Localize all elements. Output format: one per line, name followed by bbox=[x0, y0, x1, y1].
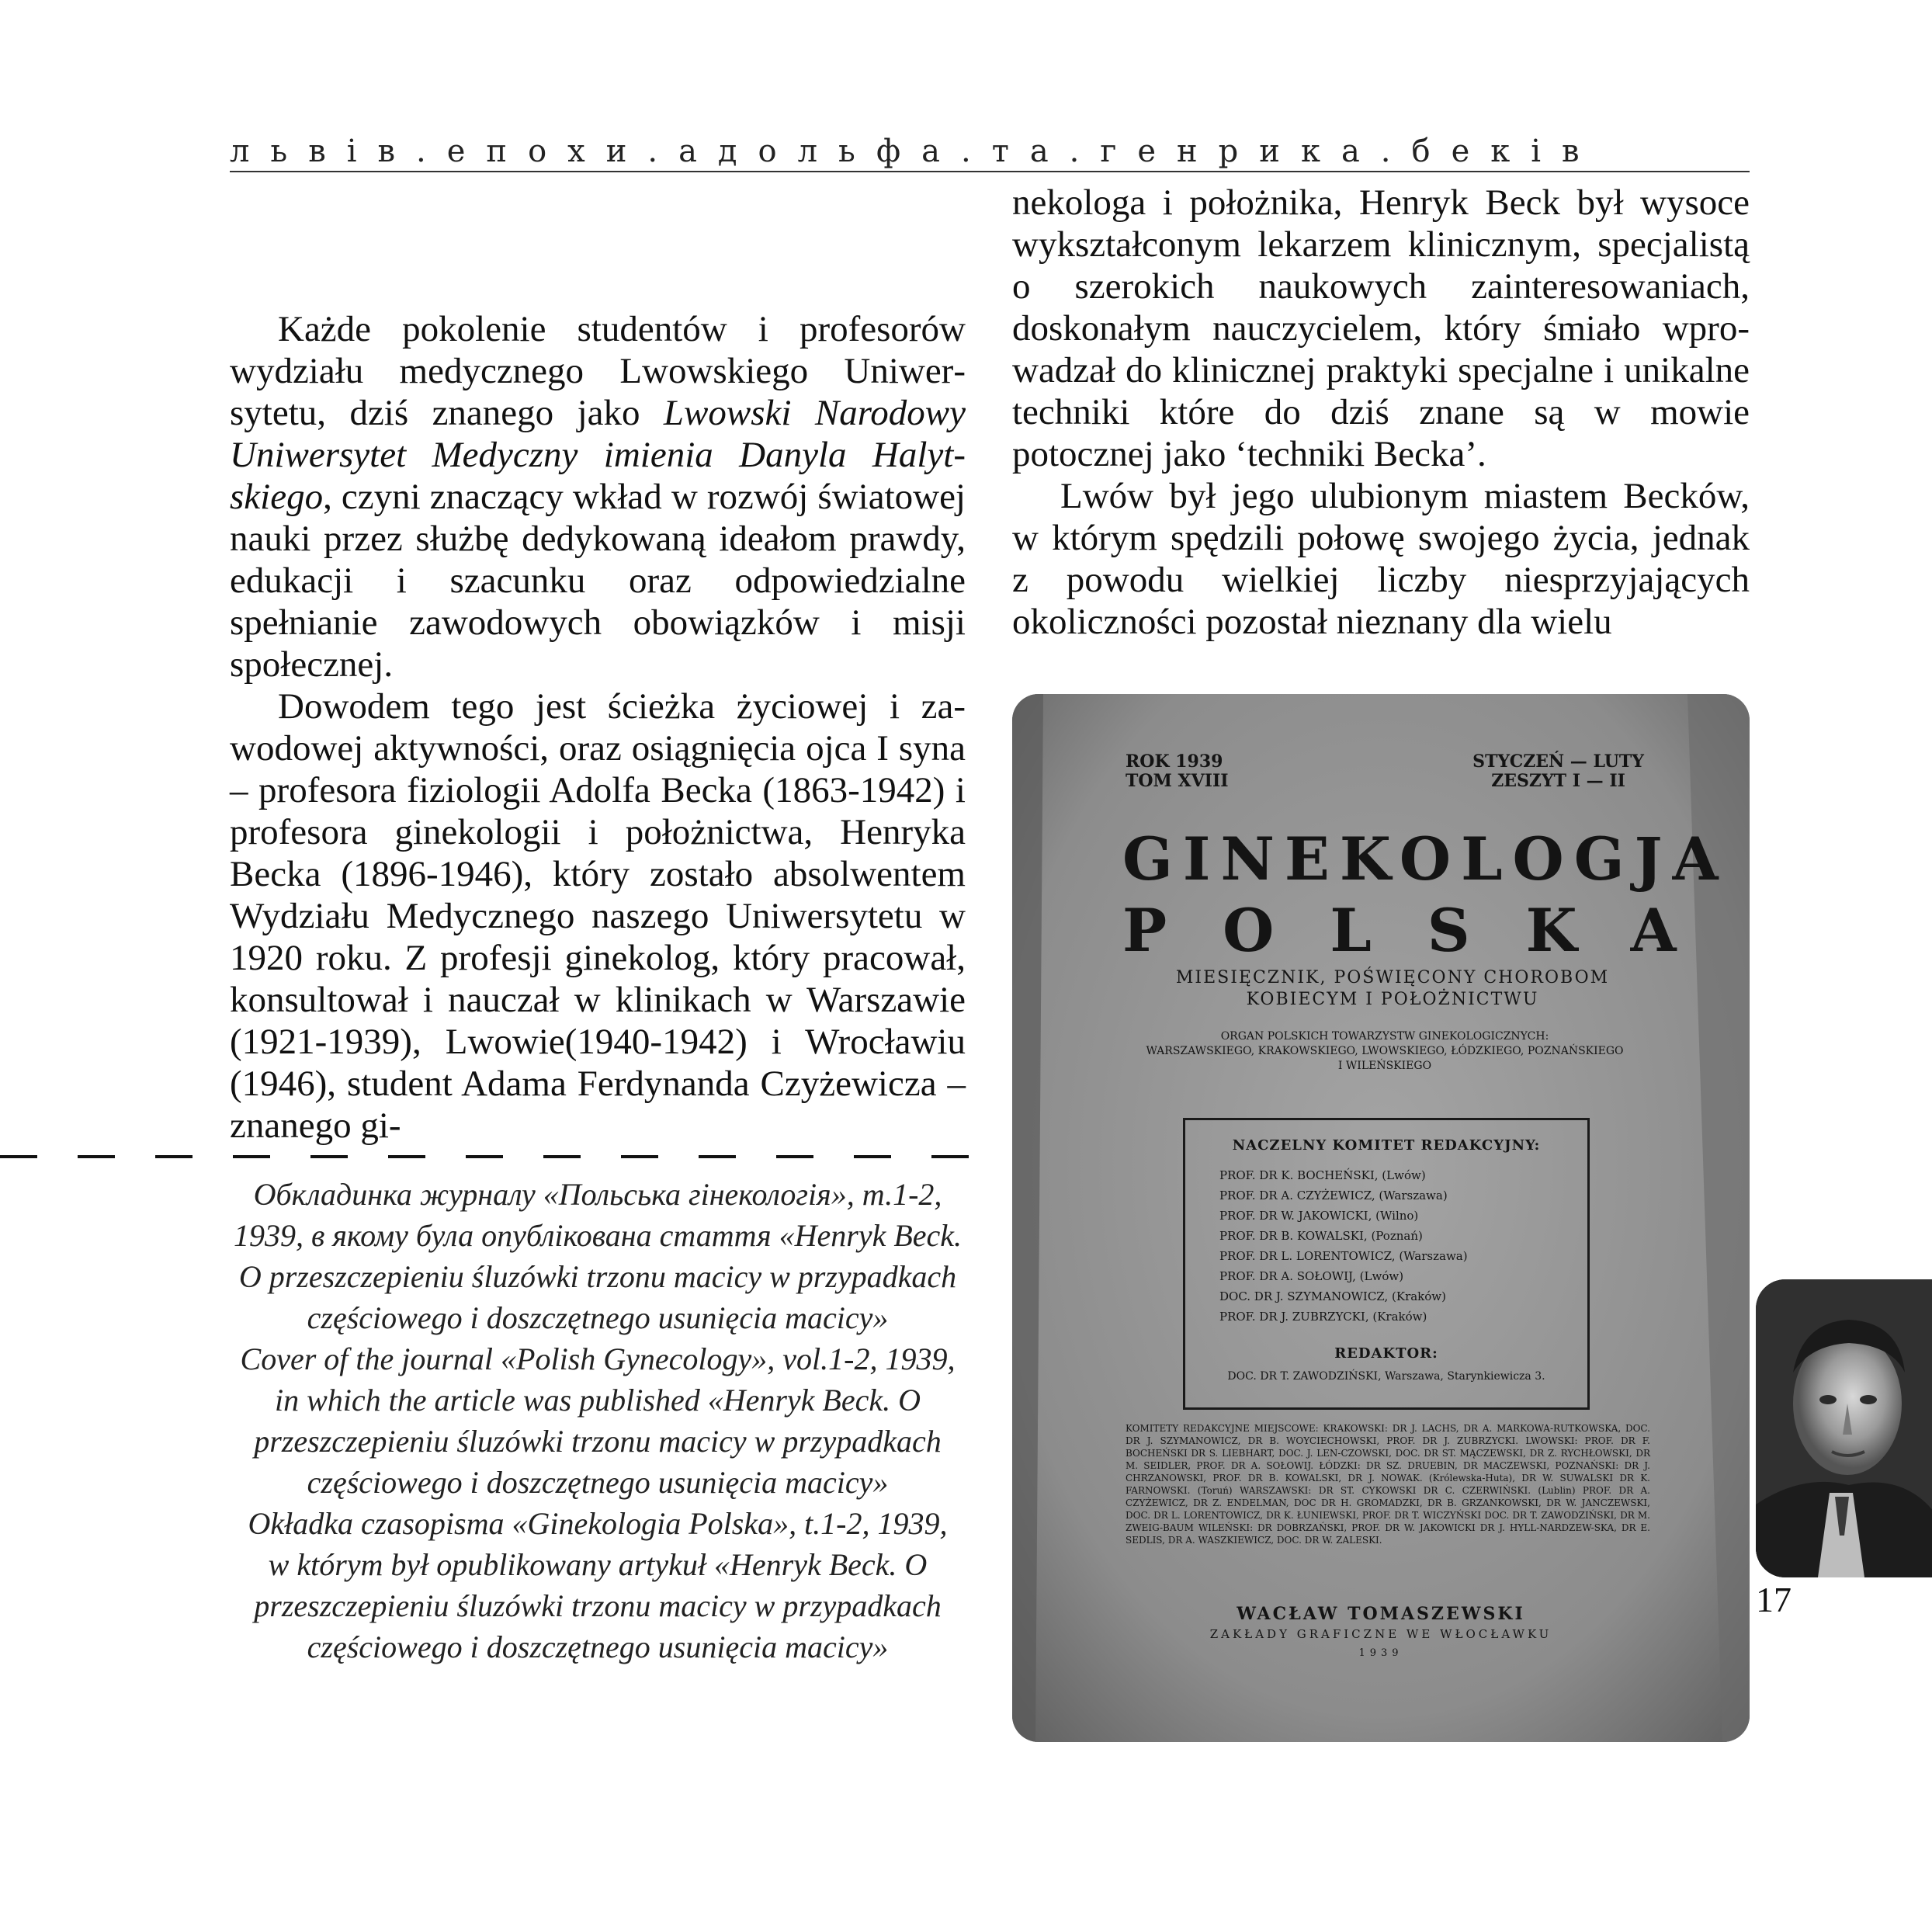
committee-member: PROF. DR L. LORENTOWICZ, (Warszawa) bbox=[1219, 1249, 1468, 1263]
committee-member: PROF. DR J. ZUBRZYCKI, (Kraków) bbox=[1219, 1310, 1427, 1324]
right-column bbox=[1012, 182, 1750, 643]
cover-subtitle-line: KOBIECYM I POŁOŻNICTWU bbox=[1246, 990, 1539, 1009]
university-name-italic: Lwowski Narodowy Uniwersytet Medyczny imienia Danyla Halytskiego bbox=[230, 393, 966, 517]
caption-line: w którym był opublikowany artykuł «Henryk Beck. O bbox=[268, 1547, 928, 1582]
caption-line: Cover of the journal «Polish Gynecology», vol.1-2, 1939, bbox=[240, 1341, 956, 1376]
cover-subtitle-line: MIESIĘCZNIK, POŚWIĘCONY CHOROBOM bbox=[1175, 968, 1610, 987]
left-column bbox=[230, 308, 966, 1147]
committee-members bbox=[1219, 1165, 1468, 1327]
cover-issue: ZESZYT I — II bbox=[1491, 771, 1625, 791]
local-committees: KOMITETY REDAKCYJNE MIEJSCOWE: KRAKOWSKI: DR J. LACHS, DR A. MARKOWA-RUTKOWSKA, DOC. DR J. SZYMANOWICZ, DR B. WOYCIECHOWSKI, PROF. DR J. ZUBRZYCKI. LWOWSKI: PROF. DR F. BOCHEŃSKI DR S. LIEBHART, DOC. J. LEN-CZOWSKI, DOC. DR ST. MĄCZEWSKI, DR Z. RYCHŁOWSKI, DR M. SEIDLER, PROF. DR A. SOŁOWIJ. ŁÓDZKI: DR SZ. DRUEBIN, DR MACZEWSKI, POZNAŃSKI: DR J. CHRZANOWSKI, PROF. DR B. KOWALSKI, DR J. NOWAK. (Królewska-Huta), DR W. SUWALSKI DR K. FARNOWSKI. (Toruń) WARSZAWSKI: DR ST. CYKOWSKI DR C. CZERWIŃSKI. (Lublin) PROF. DR A. CZYŻEWICZ, DR Z. ENDELMAN, DOC DR H. GROMADZKI, DR B. GRZANKOWSKI, DR W. JANCZEWSKI, DOC. DR L. LORENTOWICZ, DR K. ŁUNIEWSKI, PROF. DR T. WICZYŃSKI DOC. DR T. ZAWODZIŃSKI, DR M. ZWEIG-BAUM WILEŃSKI: DR DOBRZAŃSKI, PROF. DR W. JAKOWICKI DR J. HYLL-NARDZEW-SKA, DR E. SEDLIS, DR A. WASZKIEWICZ, DOC. DR W. ZALESKI. bbox=[1126, 1423, 1650, 1546]
committee-member: DOC. DR J. SZYMANOWICZ, (Kraków) bbox=[1219, 1289, 1446, 1303]
cover-issue-right bbox=[1472, 752, 1644, 791]
cover-issue-left bbox=[1126, 752, 1229, 791]
running-head: львів.епохи.адольфа.та.генрика.беків bbox=[230, 134, 1601, 169]
cover-organ-line: WARSZAWSKIEGO, KRAKOWSKIEGO, LWOWSKIEGO, ŁÓDZKIEGO, POZNAŃSKIEGO bbox=[1146, 1045, 1624, 1057]
editorial-committee-box bbox=[1183, 1118, 1590, 1410]
portrait-photo bbox=[1756, 1279, 1932, 1577]
cover-subtitle bbox=[1152, 967, 1633, 1011]
right-paragraph-2: Lwów był jego ulubionym miastem Becków, w którym spędzili połowę swojego życia, jednak z powodu wielkiej liczby niesprzyjających okoliczności pozostał nieznany dla wielu bbox=[1012, 476, 1750, 642]
cover-print-year: 1939 bbox=[1358, 1647, 1403, 1659]
left-paragraph-2: Dowodem tego jest ścieżka życiowej i zawodowej aktywności, oraz osiągnięcia ojca I syna – profesora fiziologii Adolfa Becka (1863-1942) i profesora ginekologii i położnictwa, Henryka Becka (1896-1946), który zostało absolwentem Wydziału Medycznego naszego Uniwersytetu w 1920 roku. Z profesji ginekolog, który pracował, konsultował i nauczał w klinikach w Warszawie (1921-1939), Lwowie(1940-1942) i Wrocławiu (1946), student Adama Ferdynanda Czyżewicza – znanego gi- bbox=[230, 686, 966, 1146]
committee-member: PROF. DR A. CZYŻEWICZ, (Warszawa) bbox=[1219, 1189, 1448, 1202]
committee-member: PROF. DR K. BOCHEŃSKI, (Lwów) bbox=[1219, 1168, 1426, 1182]
caption-line: 1939, в якому була опублікована стаття «Henryk Beck. bbox=[233, 1218, 963, 1253]
caption-line: przeszczepieniu śluzówki trzonu macicy w przypadkach bbox=[254, 1424, 942, 1459]
cover-title-line-2: POLSKA bbox=[1122, 896, 1733, 965]
dashed-divider bbox=[0, 1155, 1009, 1158]
header-rule bbox=[230, 171, 1750, 172]
committee-member: PROF. DR B. KOWALSKI, (Poznań) bbox=[1219, 1229, 1423, 1243]
cover-printing-house: ZAKŁADY GRAFICZNE WE WŁOCŁAWKU bbox=[1209, 1627, 1552, 1641]
right-paragraph-1: nekologa i położnika, Henryk Beck był wysoce wykształconym lekarzem klinicznym, specjalistą o szerokich naukowych zainteresowaniach, doskonałym nauczycielem, który śmiało wprowadzał do klinicznej praktyki specjalne i unikalne techniki które do dziś znane są w mowie potocznej jako ‘techniki Becka’. bbox=[1012, 182, 1750, 474]
figure-caption bbox=[230, 1174, 966, 1667]
cover-printer: WACŁAW TOMASZEWSKI bbox=[1237, 1604, 1525, 1624]
cover-organ-line: ORGAN POLSKICH TOWARZYSTW GINEKOLOGICZNYCH: bbox=[1220, 1030, 1549, 1043]
left-paragraph-1-text-end: , czyni znaczący wkład w rozwój światowej nauki przez służbę dedykowaną ideałom prawdy, edukacji i szacunku oraz odpowiedzialne spełnianie zawodowych obowiązków i misji społecznej. bbox=[230, 477, 966, 685]
cover-organ bbox=[1113, 1029, 1656, 1074]
editor-title: REDAKTOR: bbox=[1334, 1345, 1438, 1362]
cover-title-line-1: GINEKOLOGJA bbox=[1122, 824, 1729, 894]
left-paragraph-1 bbox=[230, 308, 966, 685]
caption-line: częściowego i doszczętnego usunięcia macicy» bbox=[307, 1629, 889, 1664]
cover-year: ROK 1939 bbox=[1126, 751, 1223, 772]
journal-cover-image bbox=[1012, 694, 1750, 1742]
caption-line: O przeszczepieniu śluzówki trzonu macicy w przypadkach bbox=[238, 1259, 957, 1294]
committee-member: PROF. DR A. SOŁOWIJ, (Lwów) bbox=[1219, 1269, 1404, 1283]
left-paragraph-1-text: Każde pokolenie studentów i profesorów wydziału medycznego Lwowskiego Uniwersytetu, dziś znanego jako bbox=[230, 309, 966, 433]
cover-months: STYCZEŃ — LUTY bbox=[1472, 751, 1644, 772]
caption-line: Okładka czasopisma «Ginekologia Polska», t.1-2, 1939, bbox=[248, 1506, 948, 1541]
page-number: 17 bbox=[1756, 1580, 1792, 1619]
caption-line: przeszczepieniu śluzówki trzonu macicy w przypadkach bbox=[254, 1588, 942, 1623]
caption-line: in which the article was published «Henryk Beck. O bbox=[274, 1383, 921, 1418]
portrait-illustration bbox=[1756, 1279, 1932, 1577]
committee-member: PROF. DR W. JAKOWICKI, (Wilno) bbox=[1219, 1209, 1419, 1223]
caption-line: częściowego i doszczętnego usunięcia macicy» bbox=[307, 1465, 889, 1500]
cover-organ-line: I WILEŃSKIEGO bbox=[1337, 1060, 1432, 1072]
caption-line: Обкладинка журналу «Польська гінекологія», т.1-2, bbox=[253, 1177, 942, 1212]
cover-volume: TOM XVIII bbox=[1126, 771, 1229, 791]
editor-name: DOC. DR T. ZAWODZIŃSKI, Warszawa, Starynkiewicza 3. bbox=[1227, 1370, 1545, 1383]
caption-line: częściowego i doszczętnego usunięcia macicy» bbox=[307, 1300, 889, 1335]
committee-title: NACZELNY KOMITET REDAKCYJNY: bbox=[1232, 1137, 1541, 1154]
